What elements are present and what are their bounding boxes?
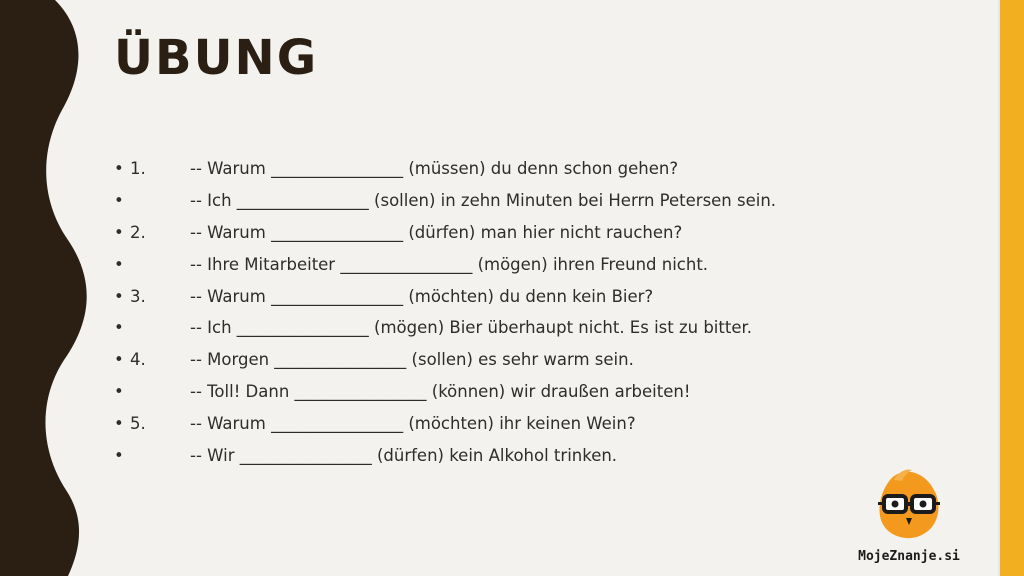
list-item bbox=[114, 439, 974, 471]
bullet: • bbox=[114, 191, 124, 211]
list-item bbox=[114, 185, 974, 217]
bullet: • bbox=[114, 286, 124, 306]
list-item bbox=[114, 153, 974, 185]
list-item bbox=[114, 217, 974, 249]
right-accent-bar bbox=[1000, 0, 1024, 576]
item-text: -- Warum ________________ (müssen) du denn schon gehen? bbox=[190, 159, 679, 179]
slide-title: ÜBUNG bbox=[114, 30, 319, 86]
bullet: • bbox=[114, 159, 124, 179]
list-item bbox=[114, 344, 974, 376]
item-number: 5. bbox=[130, 413, 146, 433]
item-text: -- Morgen ________________ (sollen) es sehr warm sein. bbox=[190, 350, 634, 370]
logo-text: MojeZnanje.si bbox=[858, 549, 960, 564]
bullet: • bbox=[114, 413, 124, 433]
list-item bbox=[114, 248, 974, 280]
item-text: -- Warum ________________ (möchten) ihr keinen Wein? bbox=[190, 413, 636, 433]
item-text: -- Wir ________________ (dürfen) kein Alkohol trinken. bbox=[190, 445, 618, 465]
bullet: • bbox=[114, 445, 124, 465]
bullet: • bbox=[114, 318, 124, 338]
item-text: -- Warum ________________ (dürfen) man hier nicht rauchen? bbox=[190, 222, 683, 242]
item-text: -- Ich ________________ (mögen) Bier überhaupt nicht. Es ist zu bitter. bbox=[190, 318, 752, 338]
list-item bbox=[114, 280, 974, 312]
item-number: 2. bbox=[130, 222, 146, 242]
bullet: • bbox=[114, 254, 124, 274]
exercise-list bbox=[114, 153, 974, 471]
item-number: 1. bbox=[130, 159, 146, 179]
item-number: 3. bbox=[130, 286, 146, 306]
owl-with-glasses-icon bbox=[854, 464, 964, 544]
item-text: -- Ihre Mitarbeiter ________________ (mögen) ihren Freund nicht. bbox=[190, 254, 709, 274]
item-text: -- Ich ________________ (sollen) in zehn Minuten bei Herrn Petersen sein. bbox=[190, 191, 777, 211]
item-number: 4. bbox=[130, 350, 146, 370]
left-wave-decoration bbox=[0, 0, 90, 576]
item-text: -- Warum ________________ (möchten) du denn kein Bier? bbox=[190, 286, 654, 306]
list-item bbox=[114, 376, 974, 408]
bullet: • bbox=[114, 222, 124, 242]
list-item bbox=[114, 312, 974, 344]
logo bbox=[854, 464, 964, 564]
bullet: • bbox=[114, 381, 124, 401]
item-text: -- Toll! Dann ________________ (können) wir draußen arbeiten! bbox=[190, 381, 691, 401]
bullet: • bbox=[114, 350, 124, 370]
list-item bbox=[114, 407, 974, 439]
